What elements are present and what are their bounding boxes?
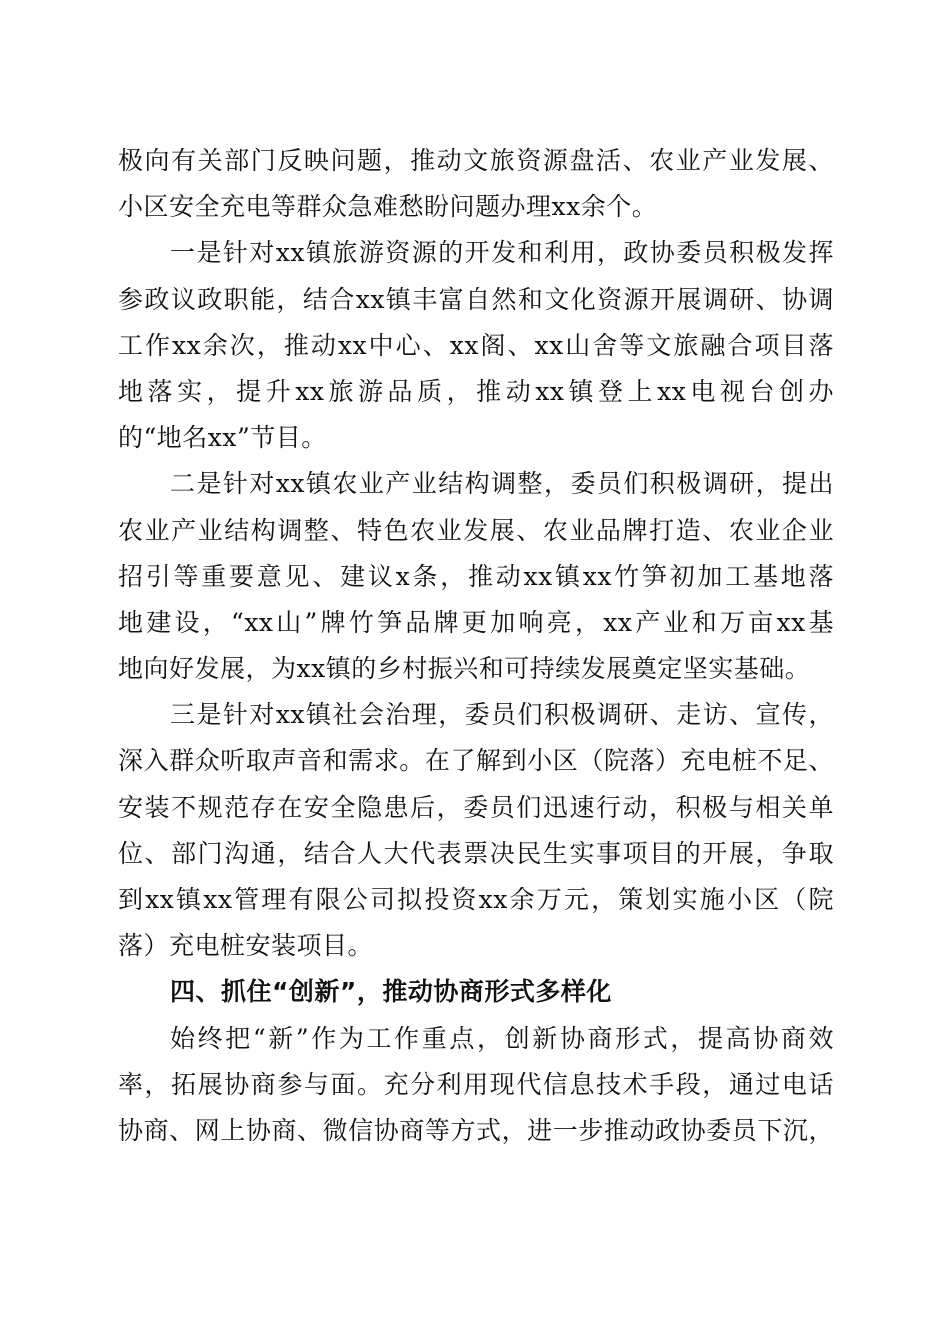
text-line: 二是针对xx镇农业产业结构调整，委员们积极调研，提出 [170,469,834,499]
text-line: 地落实，提升xx旅游品质，推动xx镇登上xx电视台创办 [118,376,834,406]
paragraph-issues-summary [118,138,834,230]
text-line: 到xx镇xx管理有限公司拟投资xx余万元，策划实施小区（院 [118,885,834,914]
text-line: 落）充电桩安装项目。 [118,931,374,961]
text-line: 参政议政职能，结合xx镇丰富自然和文化资源开展调研、协调 [118,284,834,314]
text-line: 一是针对xx镇旅游资源的开发和利用，政协委员积极发挥 [170,238,834,268]
document-body [118,138,834,1154]
text-line: 小区安全充电等群众急难愁盼问题办理xx余个。 [118,192,658,222]
text-line: 深入群众听取声音和需求。在了解到小区（院落）充电桩不足、 [118,746,834,776]
text-line: 始终把“新”作为工作重点，创新协商形式，提高协商效 [170,1023,834,1053]
text-line: 工作xx余次，推动xx中心、xx阁、xx山舍等文旅融合项目落 [118,330,834,360]
paragraph-agriculture [118,461,834,692]
section-heading: 四、抓住“创新”，推动协商形式多样化 [170,977,612,1007]
text-line: 农业产业结构调整、特色农业发展、农业品牌打造、农业企业 [118,515,834,545]
text-line: 地建设，“xx山”牌竹笋品牌更加响亮，xx产业和万亩xx基 [118,607,834,637]
text-line: 率，拓展协商参与面。充分利用现代信息技术手段，通过电话 [118,1069,834,1099]
text-line: 位、部门沟通，结合人大代表票决民生实事项目的开展，争取 [118,838,834,868]
paragraph-social-governance [118,692,834,969]
text-line: 的“地名xx”节目。 [118,423,327,453]
paragraph-innovation [118,1016,834,1155]
text-line: 三是针对xx镇社会治理，委员们积极调研、走访、宣传， [170,700,834,730]
text-line: 安装不规范存在安全隐患后，委员们迅速行动，积极与相关单 [118,792,834,822]
text-line: 地向好发展，为xx镇的乡村振兴和可持续发展奠定坚实基础。 [118,654,811,684]
text-line: 协商、网上协商、微信协商等方式，进一步推动政协委员下沉， [118,1115,834,1145]
text-line: 招引等重要意见、建议x条，推动xx镇xx竹笋初加工基地落 [118,561,834,591]
paragraph-tourism [118,230,834,461]
text-line: 极向有关部门反映问题，推动文旅资源盘活、农业产业发展、 [118,146,834,175]
